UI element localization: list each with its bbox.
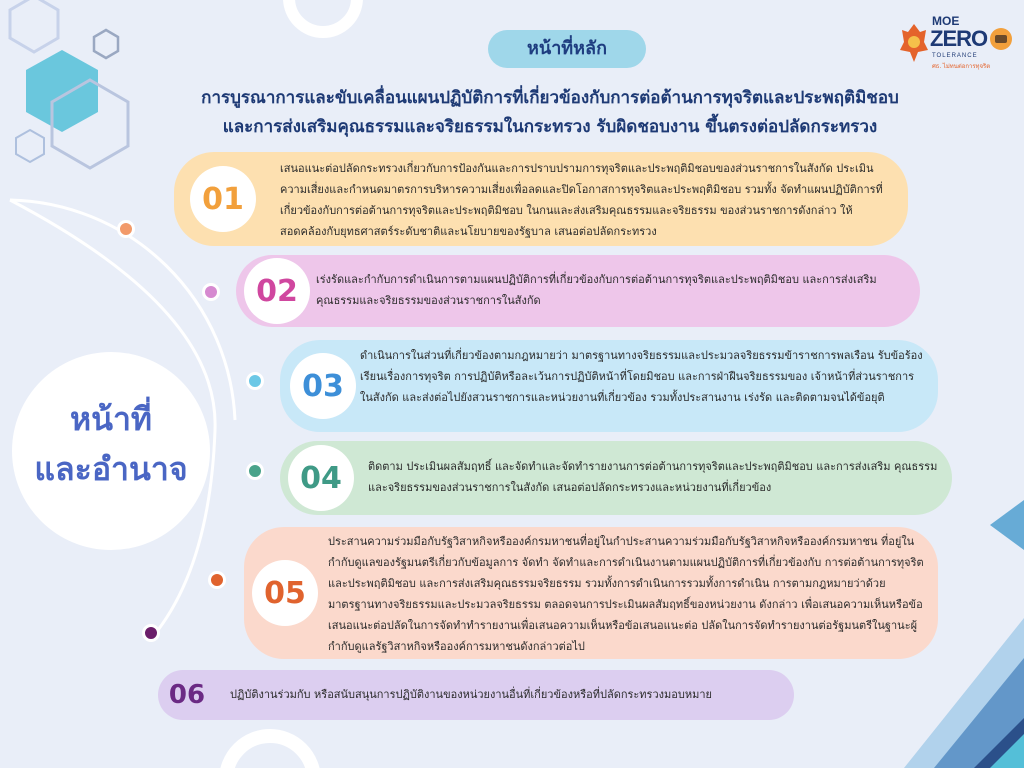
circle-decoration-top bbox=[278, 0, 368, 42]
duty-number-06: 06 bbox=[168, 680, 206, 710]
main-duty-badge: หน้าที่หลัก bbox=[488, 30, 646, 68]
duty-card-03 bbox=[280, 340, 938, 432]
timeline-dot-1 bbox=[117, 220, 135, 238]
triangle-decoration-right bbox=[990, 500, 1024, 550]
circle-decoration-bottom bbox=[210, 720, 330, 768]
timeline-dot-6 bbox=[142, 624, 160, 642]
side-title bbox=[12, 394, 210, 494]
headline-line-1: การบูรณาการและขับเคลื่อนแผนปฏิบัติการที่เกี่ยวข้องกับการต่อต้านการทุจริตและประพฤติมิชอบ bbox=[201, 88, 899, 108]
ministry-emblem-icon bbox=[898, 22, 930, 64]
duty-text-06: ปฏิบัติงานร่วมกับ หรือสนับสนุนการปฏิบัติงานของหน่วยงานอื่นที่เกี่ยวข้องหรือที่ปลัดกระทรวงมอบหมาย bbox=[230, 688, 712, 701]
logo-zero-text: ZERO bbox=[930, 26, 988, 51]
duty-text-03: ดำเนินการในส่วนที่เกี่ยวข้องตามกฎหมายว่า มาตรฐานทางจริยธรรมและประมวลจริยธรรมข้าราชการพลเรือน รับข้อร้องเรียนเรื่องการทุจริต การปฏิบัติหรือละเว้นการปฏิบัติหน้าที่โดยมิชอบ และการฝ่าฝืนจริยธรรมของ เจ้าหน้าที่ส่วนราชการในสังกัด และส่งต่อไปยังสวนราชการและหน่วยงานที่เกี่ยวข้อง รวมทั้งประสานงาน เร่งรัด และติดตามจนได้ข้อยุติ bbox=[360, 349, 923, 404]
duty-text-04: ติดตาม ประเมินผลสัมฤทธิ์ และจัดทำและจัดทำรายงานการต่อต้านการทุจริตและประพฤติมิชอบ และการส่งเสริม คุณธรรมและจริยธรรมของส่วนราชการในสังกัด เสนอต่อปลัดกระทรวงและหน่วยงานที่เกี่ยวข้อง bbox=[368, 460, 938, 494]
duty-text-05: ประสานความร่วมมือกับรัฐวิสาหกิจหรือองค์กรมหาชนที่อยู่ในกำประสานความร่วมมือกับรัฐวิสาหกิจหรือองค์กรมหาชน ที่อยู่ในกำกับดูแลของรัฐมนตรีเกี่ยวกับข้อมูลการ จัดทำ จัดทำและการดำเนินงานตามแผนปฏิบัติการที่เกี่ยวข้องกับ การต่อต้านการทุจริตและประพฤติมิชอบ และการส่งเสริมคุณธรรมจริยธรรม รวมทั้งการดำเนินการรวมทั้งการดำเนิน การตามกฎหมายว่าด้วยมาตรฐานทางจริยธรรมและประมวลจริยธรรม ตลอดจนการประเมินผลสัมฤทธิ์ของหน่วยงาน ดังกล่าว เพื่อเสนอความเห็นหรือข้อเสนอแนะต่อปลัดในการจัดทำทำรายงานเพื่อเสนอความเห็นหรือข้อเสนอแนะต่อ ปลัดในการจัดทำรายงานต่อรัฐมนตรีในฐานะผู้กำกับดูแลรัฐวิสาหกิจหรือองค์การมหาชนดังกล่าวต่อไป bbox=[328, 535, 924, 653]
timeline-dot-4 bbox=[246, 462, 264, 480]
duty-text-02: เร่งรัดและกำกับการดำเนินการตามแผนปฏิบัติการที่เกี่ยวข้องกับการต่อต้านการทุจริตและประพฤติมิชอบ และการส่งเสริมคุณธรรมและจริยธรรมของส่วนราชการในสังกัด bbox=[316, 273, 877, 307]
duty-card-04 bbox=[280, 441, 952, 515]
hexagon-decoration-top-left bbox=[0, 0, 140, 170]
duty-text-01: เสนอแนะต่อปลัดกระทรวงเกี่ยวกับการป้องกันและการปราบปรามการทุจริตและประพฤติมิชอบของส่วนราชการในสังกัด ประเมินความเสี่ยงและกำหนดมาตรการบริหารความเสี่ยงเพื่อลดและปิดโอกาสการทุจริตและประพฤติมิชอบ รวมทั้ง จัดทำแผนปฏิบัติการที่เกี่ยวข้องกับการต่อต้านการทุจริตและประพฤติมิชอบ ในกนและส่งเสริมคุณธรรมและจริยธรรม ของส่วนราชการดังกล่าว ให้สอดคล้องกับยุทธศาสตร์ระดับชาติและนโยบายของรัฐบาล เสนอต่อปลัดกระทรวง bbox=[280, 162, 883, 238]
duty-number-01: 01 bbox=[190, 166, 256, 232]
duty-card-01 bbox=[174, 152, 908, 246]
duty-number-04: 04 bbox=[288, 445, 354, 511]
duty-card-05 bbox=[244, 527, 938, 659]
moe-zero-tolerance-logo bbox=[898, 16, 1014, 72]
duty-card-02 bbox=[236, 255, 920, 327]
duty-number-03: 03 bbox=[290, 353, 356, 419]
side-title-line-2: และอำนาจ bbox=[34, 450, 188, 488]
fist-icon bbox=[988, 26, 1014, 52]
page-headline bbox=[120, 84, 980, 142]
logo-moe-text: MOE bbox=[932, 14, 960, 28]
timeline-dot-2 bbox=[202, 283, 220, 301]
duty-number-02: 02 bbox=[244, 258, 310, 324]
timeline-dot-3 bbox=[246, 372, 264, 390]
duty-number-05: 05 bbox=[252, 560, 318, 626]
headline-line-2: และการส่งเสริมคุณธรรมและจริยธรรมในกระทรวง รับผิดชอบงาน ขึ้นตรงต่อปลัดกระทรวง bbox=[222, 117, 878, 137]
side-title-line-1: หน้าที่ bbox=[69, 400, 153, 438]
duty-card-06 bbox=[158, 670, 794, 720]
logo-tolerance-text: TOLERANCE bbox=[932, 53, 978, 59]
logo-subtitle-text: ศธ. ไม่ทนต่อการทุจริต bbox=[932, 64, 991, 70]
timeline-dot-5 bbox=[208, 571, 226, 589]
